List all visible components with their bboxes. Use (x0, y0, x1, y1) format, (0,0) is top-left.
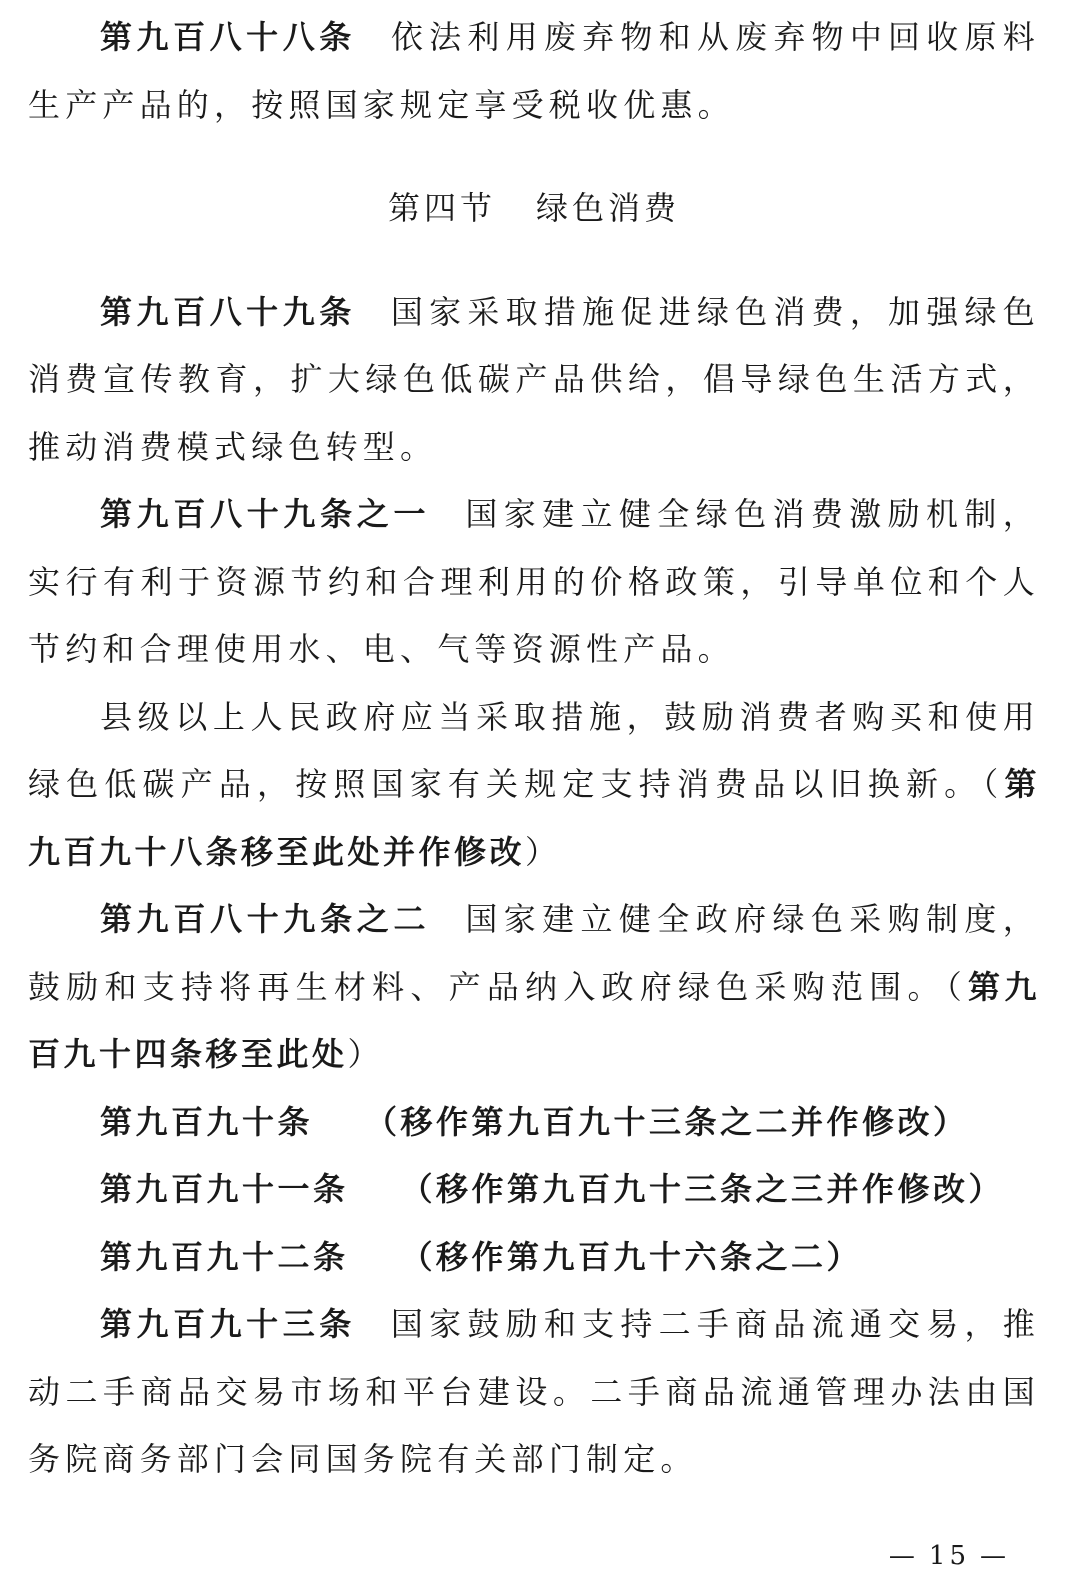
note-bracket-open: （ (945, 967, 968, 1006)
article-988 (28, 4, 1040, 139)
article-993 (28, 1291, 1040, 1494)
article-text: 国家建立健全绿色消费激励机制，实行有利于资源节约和合理利用的价格政策，引导单位和个人节约和合理使用水、电、气等资源性产品。 (28, 495, 1040, 668)
article-title: 第九百九十三条 (100, 1305, 356, 1343)
amendment-note: （移作第九百九十三条之二并作修改） (365, 1102, 969, 1141)
article-title: 第九百九十一条 (100, 1170, 349, 1208)
section-name: 绿色消费 (536, 189, 681, 227)
article-title: 第九百八十九条之二 (100, 900, 431, 938)
page-footer (879, 1536, 1020, 1576)
article-991 (28, 1156, 1040, 1224)
article-989-1-para2 (28, 684, 1040, 887)
article-title: 第九百九十条 (100, 1102, 314, 1141)
article-text: 依法利用废弃物和从废弃物中回收原料生产产品的，按照国家规定享受税收优惠。 (28, 18, 1040, 124)
section-heading (28, 175, 1040, 243)
article-992 (28, 1224, 1040, 1292)
article-990 (28, 1089, 1040, 1157)
article-text: 国家建立健全政府绿色采购制度，鼓励和支持将再生材料、产品纳入政府绿色采购范围。 (28, 900, 1040, 1006)
document-page (28, 4, 1040, 1494)
note-bracket-close: ） (525, 832, 563, 871)
article-text: 国家鼓励和支持二手商品流通交易，推动二手商品交易市场和平台建设。二手商品流通管理办法由国务院商务部门会同国务院有关部门制定。 (28, 1305, 1040, 1478)
note-bracket-close: ） (347, 1035, 385, 1073)
article-989 (28, 279, 1040, 482)
amendment-note: 第九百九十八条移至此处并作修改 (28, 765, 1040, 871)
footer-dash-right: — (980, 1541, 1010, 1571)
page-number: 15 (928, 1541, 970, 1571)
section-number: 第四节 (387, 189, 496, 227)
footer-dash-left: — (888, 1541, 919, 1571)
article-title: 第九百八十八条 (100, 18, 356, 56)
amendment-note: （移作第九百九十六条之二） (400, 1237, 863, 1276)
article-989-2 (28, 886, 1040, 1089)
article-text: 国家采取措施促进绿色消费，加强绿色消费宣传教育，扩大绿色低碳产品供给，倡导绿色生活方式，推动消费模式绿色转型。 (28, 292, 1040, 466)
article-title: 第九百八十九条 (100, 292, 356, 331)
article-title: 第九百九十二条 (100, 1237, 349, 1276)
amendment-note: 第九百九十四条移至此处 (28, 967, 1040, 1073)
note-bracket-open: （ (982, 765, 1005, 803)
article-text: 县级以上人民政府应当采取措施，鼓励消费者购买和使用绿色低碳产品，按照国家有关规定支持消费品以旧换新。 (28, 697, 1040, 803)
article-989-1 (28, 481, 1040, 684)
amendment-note: （移作第九百九十三条之三并作修改） (400, 1170, 1005, 1208)
article-title: 第九百八十九条之一 (100, 495, 431, 533)
